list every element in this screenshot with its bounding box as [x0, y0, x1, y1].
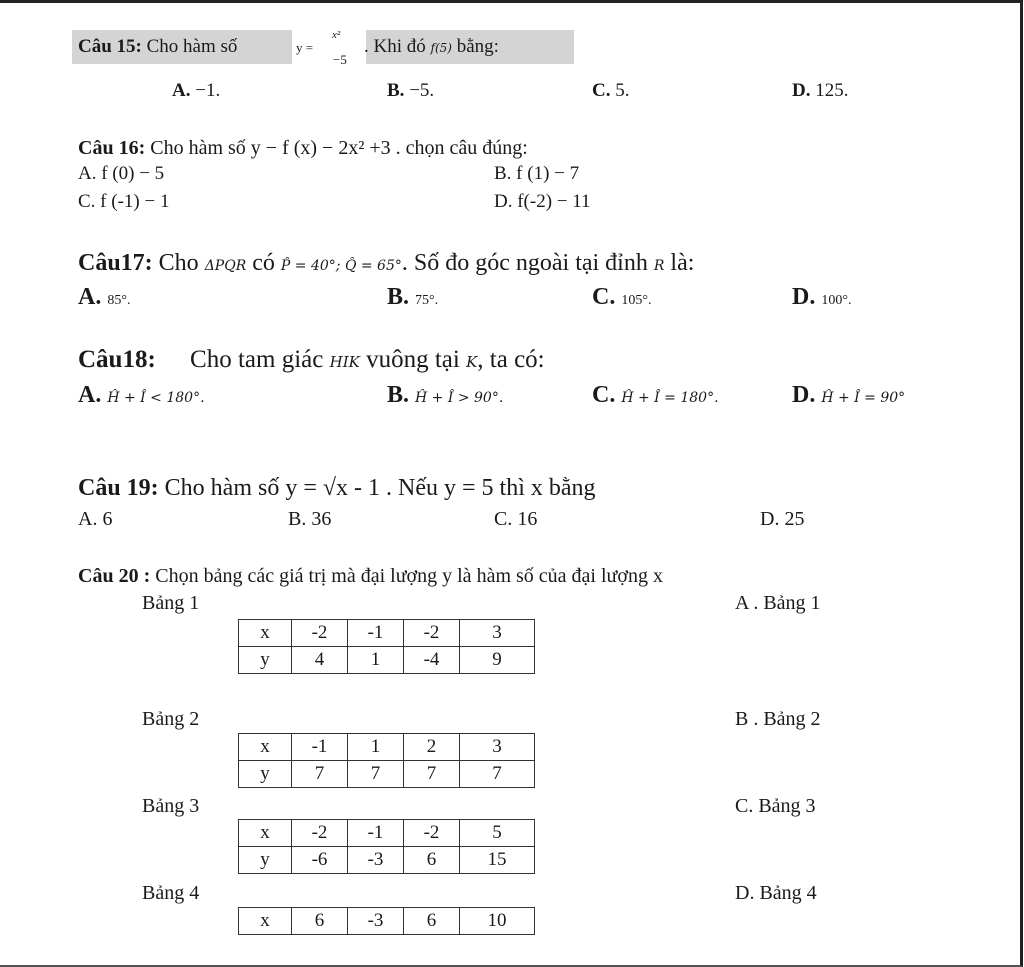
q15-fcall: f(5) [430, 41, 452, 55]
table3 [238, 819, 535, 874]
table-cell: 3 [460, 734, 535, 761]
table-cell: 15 [460, 847, 535, 874]
table4-x-row [239, 908, 535, 935]
q15-stem-a: Cho hàm số [146, 36, 238, 57]
table1 [238, 619, 535, 674]
q18-vertex: K [466, 353, 478, 371]
q17-stem-b: có [252, 250, 275, 276]
q18-option-d[interactable] [792, 382, 905, 409]
q17-triangle: ΔPQR [204, 258, 247, 274]
q20-option-d[interactable]: D. Bảng 4 [735, 882, 817, 904]
table3-y-row [239, 847, 535, 874]
q18-option-c-letter: C. [592, 382, 616, 408]
q16-label: Câu 16: [78, 137, 146, 159]
q15-option-b-text: −5. [409, 80, 435, 101]
table-cell: -1 [292, 734, 348, 761]
q17-stem-d: là: [670, 250, 695, 276]
table-cell: x [239, 820, 292, 847]
table-cell: -3 [348, 908, 404, 935]
table1-title: Bảng 1 [142, 592, 200, 614]
q20-option-b[interactable]: B . Bảng 2 [735, 708, 821, 730]
q16-stem [78, 137, 528, 160]
table-cell: -3 [348, 847, 404, 874]
table2 [238, 733, 535, 788]
q20-option-c[interactable]: C. Bảng 3 [735, 795, 816, 817]
q15-option-d-text: 125. [815, 80, 849, 101]
table4-title: Bảng 4 [142, 882, 200, 904]
table-cell: 1 [348, 734, 404, 761]
q16-option-c[interactable]: C. f (-1) − 1 [78, 191, 170, 212]
q18-option-d-text: Ĥ + Î = 90° [821, 390, 906, 406]
q18-stem-b: vuông tại [366, 346, 460, 373]
q18-option-b-letter: B. [387, 382, 410, 408]
q19-stem [78, 475, 596, 502]
table-cell: 6 [404, 908, 460, 935]
table-cell: x [239, 620, 292, 647]
q17-option-c[interactable] [592, 284, 651, 311]
table-cell: 10 [460, 908, 535, 935]
q15-option-d-letter: D. [792, 80, 811, 101]
q18-stem-c: , ta có: [477, 346, 545, 373]
q17-option-a-letter: A. [78, 284, 102, 310]
q20-stem [78, 565, 663, 588]
q18-option-b[interactable] [387, 382, 503, 409]
q15-option-c[interactable] [592, 80, 629, 102]
table2-y-row [239, 761, 535, 788]
q17-option-a[interactable] [78, 284, 130, 311]
q17-option-a-text: 85°. [107, 293, 131, 308]
table-cell: -1 [348, 820, 404, 847]
q19-option-d[interactable]: D. 25 [760, 508, 805, 530]
q17-angles: P̂ = 40°; Q̂ = 65° [280, 258, 402, 274]
q15-stem [78, 36, 237, 58]
q17-stem-a: Cho [158, 250, 199, 276]
table-cell: 7 [348, 761, 404, 788]
q15-option-d[interactable] [792, 80, 848, 102]
q17-option-c-letter: C. [592, 284, 616, 310]
table-cell: -6 [292, 847, 348, 874]
q15-stem-c: bằng: [456, 36, 499, 57]
table-cell: x [239, 734, 292, 761]
q17-option-b-text: 75°. [415, 293, 439, 308]
table3-x-row [239, 820, 535, 847]
q15-option-b[interactable] [387, 80, 434, 102]
q15-label: Câu 15: [78, 36, 142, 57]
q18-option-c-text: Ĥ + Î = 180°. [621, 390, 719, 406]
q17-label: Câu17: [78, 250, 153, 276]
q17-vertex: R [653, 258, 665, 274]
q20-option-a[interactable]: A . Bảng 1 [735, 592, 821, 614]
table1-x-row [239, 620, 535, 647]
q15-option-b-letter: B. [387, 80, 405, 101]
q18-stem-a: Cho tam giác [190, 346, 324, 373]
table-cell: 7 [404, 761, 460, 788]
q18-triangle: HIK [329, 353, 360, 371]
q18-option-a-letter: A. [78, 382, 102, 408]
q15-option-a-letter: A. [172, 80, 191, 101]
q15-stem-b [364, 36, 499, 58]
table-cell: y [239, 847, 292, 874]
q17-stem-c: . Số đo góc ngoài tại đỉnh [401, 250, 648, 276]
table-cell: 9 [460, 647, 535, 674]
q16-option-d[interactable]: D. f(-2) − 11 [494, 191, 591, 212]
q17-option-c-text: 105°. [621, 293, 652, 308]
q15-option-a[interactable] [172, 80, 220, 102]
table-cell: 2 [404, 734, 460, 761]
q18-stem [78, 346, 545, 374]
q18-option-c[interactable] [592, 382, 719, 409]
q19-option-a[interactable]: A. 6 [78, 508, 113, 530]
table2-title: Bảng 2 [142, 708, 200, 730]
table-cell: y [239, 761, 292, 788]
q19-label: Câu 19: [78, 475, 159, 501]
q17-stem [78, 250, 694, 277]
table-cell: -1 [348, 620, 404, 647]
table-cell: -2 [404, 820, 460, 847]
table-cell: 7 [292, 761, 348, 788]
q19-stem-text: Cho hàm số y = √x - 1 . Nếu y = 5 thì x bằng [164, 475, 596, 501]
q15-func-den: −5 [333, 52, 347, 67]
table-cell: 6 [292, 908, 348, 935]
q15-stem-b-text: . Khi đó [364, 36, 426, 57]
q20-stem-text: Chọn bảng các giá trị mà đại lượng y là hàm số của đại lượng x [155, 565, 663, 587]
q16-option-a[interactable]: A. f (0) − 5 [78, 163, 165, 184]
table-cell: -4 [404, 647, 460, 674]
q18-option-d-letter: D. [792, 382, 816, 408]
q17-option-d[interactable] [792, 284, 851, 311]
q19-option-b[interactable]: B. 36 [288, 508, 332, 530]
q17-option-d-letter: D. [792, 284, 816, 310]
q17-option-b[interactable] [387, 284, 438, 311]
q20-label: Câu 20 : [78, 565, 151, 587]
q18-option-b-text: Ĥ + Î > 90°. [415, 390, 504, 406]
q18-option-a[interactable] [78, 382, 205, 409]
q15-func-num: x² [332, 29, 341, 41]
table1-y-row [239, 647, 535, 674]
table-cell: 7 [460, 761, 535, 788]
q18-option-a-text: Ĥ + Î < 180°. [107, 390, 205, 406]
table-cell: 3 [460, 620, 535, 647]
table-cell: -2 [292, 620, 348, 647]
q15-option-c-letter: C. [592, 80, 611, 101]
q16-stem-text: Cho hàm số y − f (x) − 2x² +3 . chọn câu đúng: [150, 137, 528, 159]
q17-option-b-letter: B. [387, 284, 410, 310]
q15-option-c-text: 5. [615, 80, 630, 101]
table2-x-row [239, 734, 535, 761]
q19-option-c[interactable]: C. 16 [494, 508, 538, 530]
q15-option-a-text: −1. [195, 80, 221, 101]
q17-option-d-text: 100°. [821, 293, 852, 308]
table-cell: -2 [292, 820, 348, 847]
table3-title: Bảng 3 [142, 795, 200, 817]
table-cell: y [239, 647, 292, 674]
table-cell: 1 [348, 647, 404, 674]
table-cell: 6 [404, 847, 460, 874]
table4 [238, 907, 535, 935]
table-cell: 4 [292, 647, 348, 674]
q15-func-lhs: y = [296, 40, 314, 55]
table-cell: -2 [404, 620, 460, 647]
table-cell: x [239, 908, 292, 935]
q18-label: Câu18: [78, 346, 156, 373]
q16-option-b[interactable]: B. f (1) − 7 [494, 163, 580, 184]
table-cell: 5 [460, 820, 535, 847]
